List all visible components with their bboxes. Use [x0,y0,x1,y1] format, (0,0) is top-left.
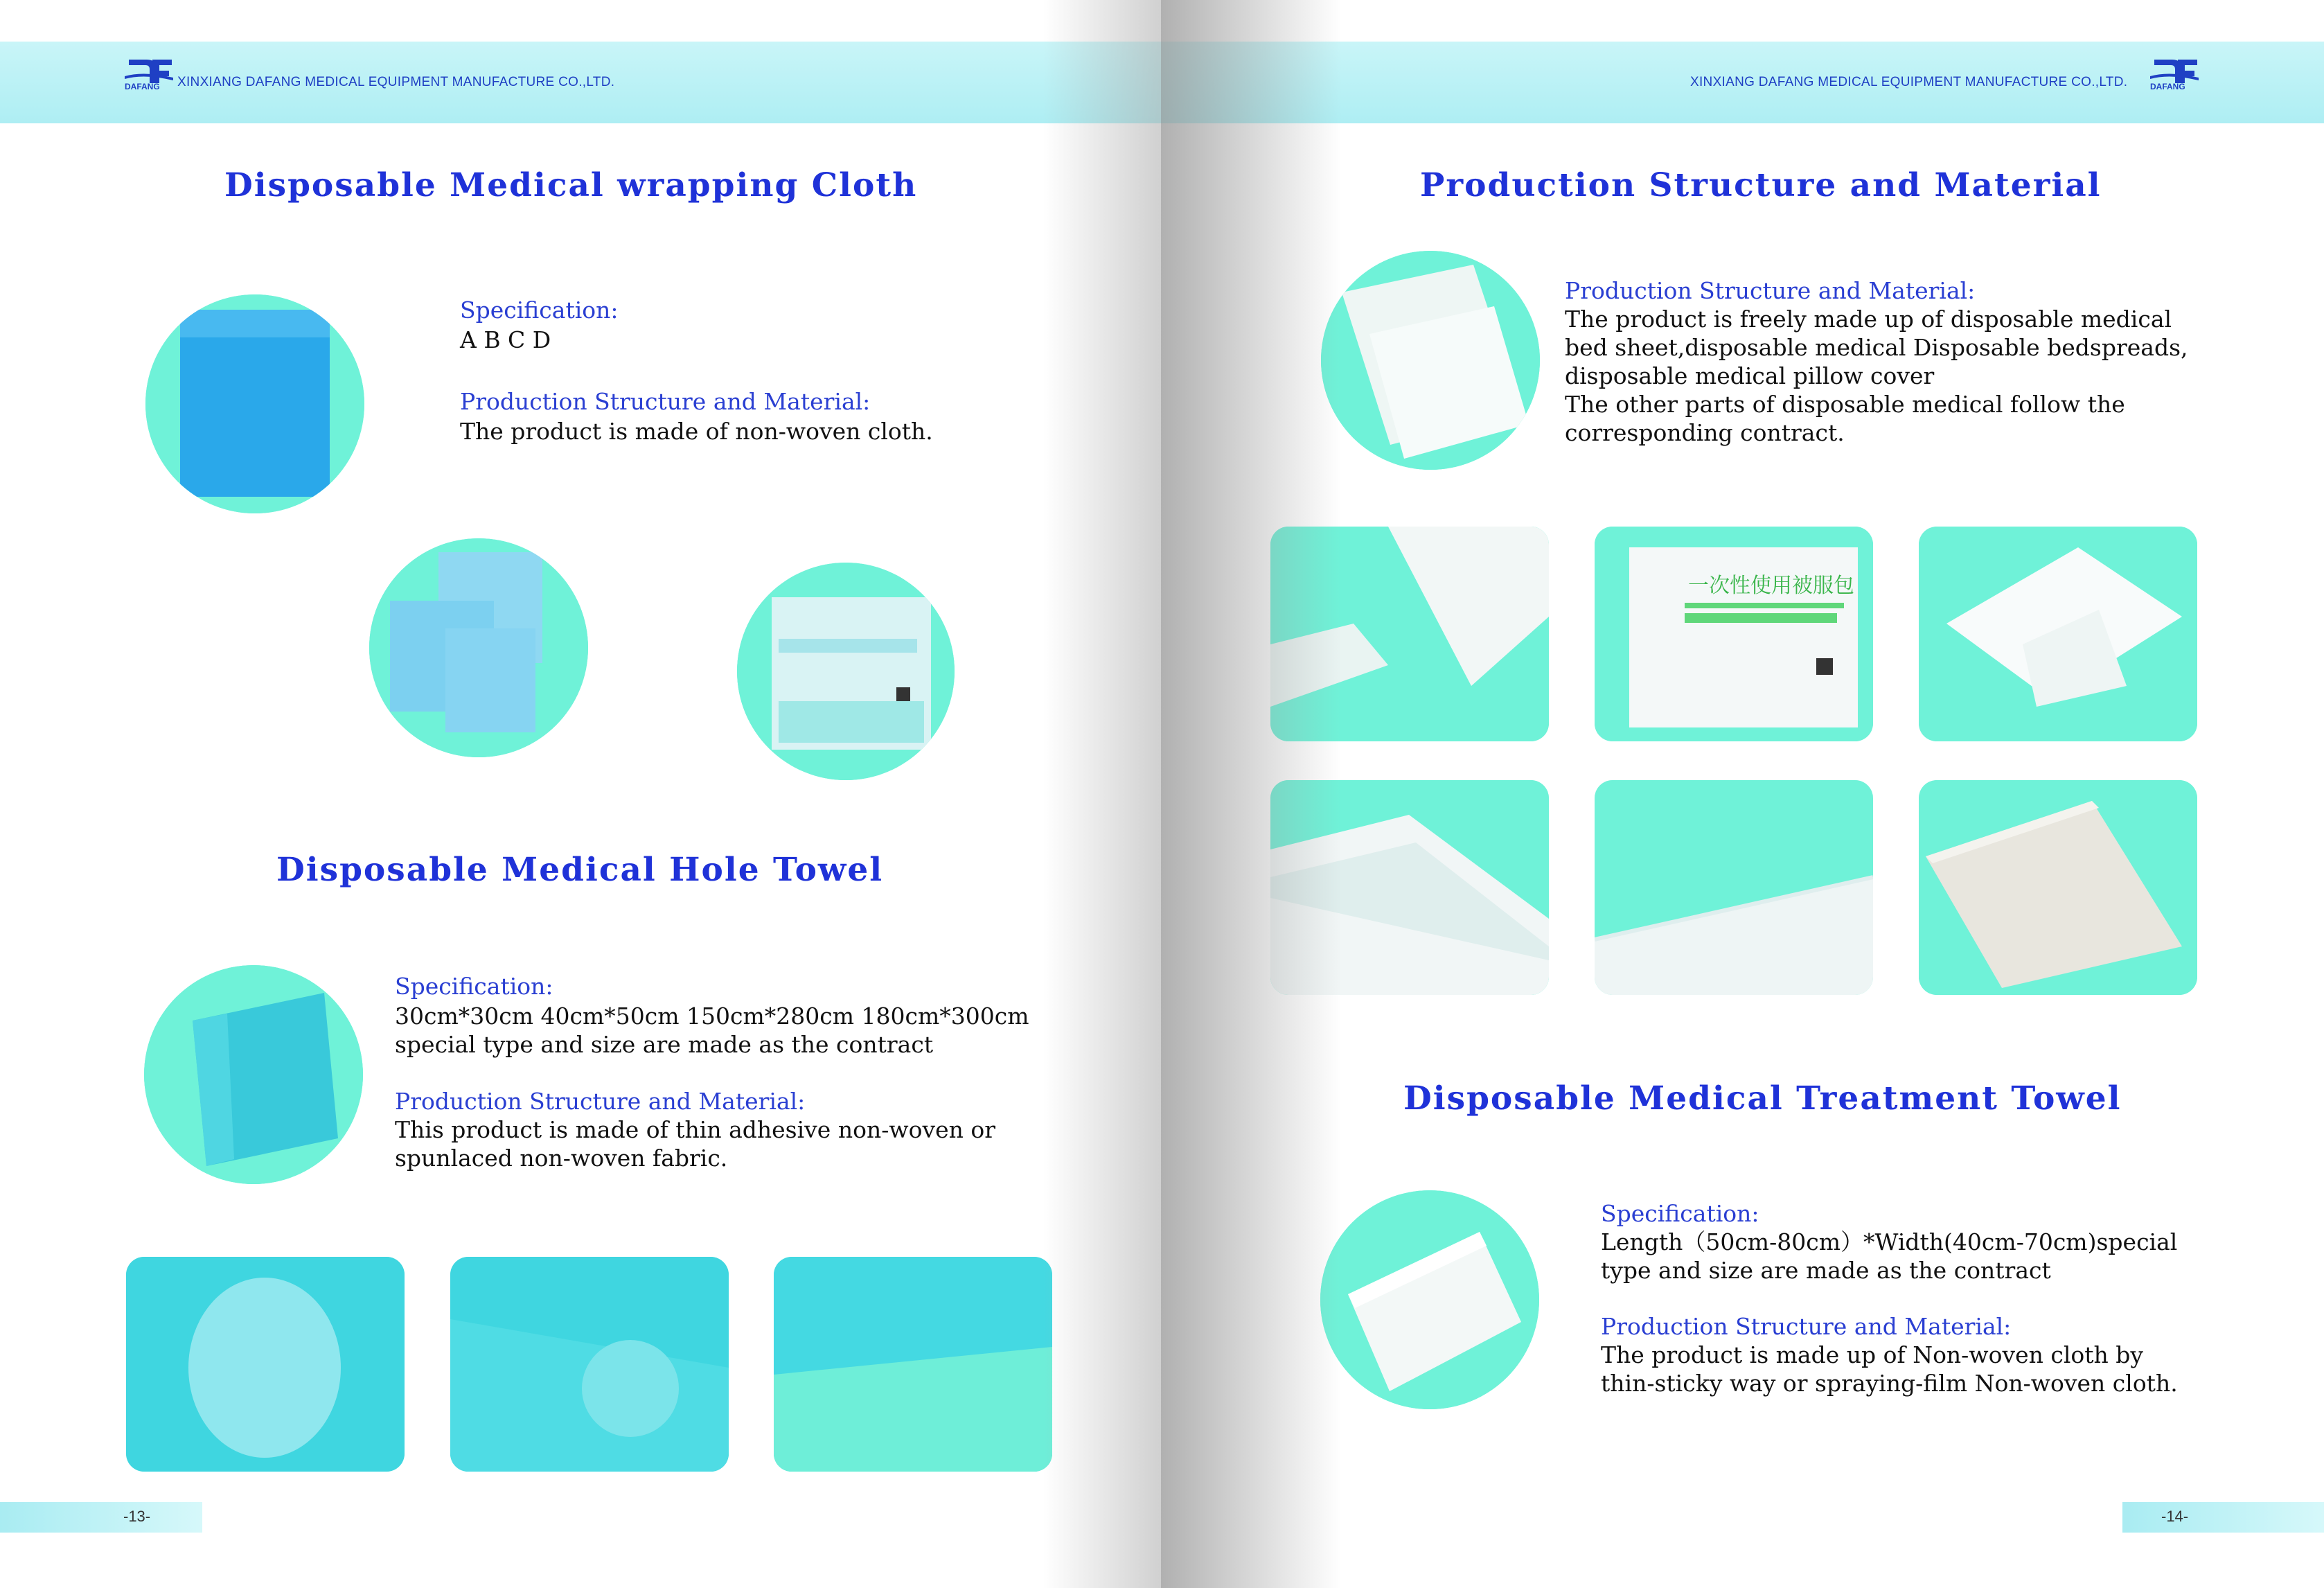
spec-line-2: type and size are made as the contract [1601,1257,2051,1284]
spec-line-1: Length（50cm-80cm）*Width(40cm-70cm)special [1601,1228,2178,1255]
spec-line-1: 30cm*30cm 40cm*50cm 150cm*280cm 180cm*300cm [395,1003,1029,1030]
photo-treatment-towel [1320,1190,1539,1409]
photo-bedding-4 [1595,780,1873,995]
material-text: The product is made of non-woven cloth. [460,418,933,445]
page-number-band [0,1502,202,1533]
section-title-wrapping-cloth: Disposable Medical wrapping Cloth [224,166,918,204]
photo-bedding-package [1595,527,1873,741]
photo-hole-towel-2 [450,1257,729,1472]
company-name: XINXIANG DAFANG MEDICAL EQUIPMENT MANUFACTURE CO.,LTD. [177,75,615,89]
photo-wrapping-cloth [145,294,364,513]
material-label: Production Structure and Material: [395,1088,806,1115]
page-number: -13- [123,1508,151,1525]
material-label: Production Structure and Material: [460,388,871,415]
material-line-1: The product is freely made up of disposable medical [1565,306,2172,333]
logo-word: DAFANG [2150,82,2185,91]
spec-label: Specification: [460,297,619,324]
photo-hole-towel-1 [126,1257,405,1472]
material-line-3: disposable medical pillow cover [1565,362,1935,389]
spec-label: Specification: [395,973,553,1000]
photo-bed-sheets [1321,251,1540,470]
material-line-2: spunlaced non-woven fabric. [395,1145,728,1172]
material-label: Production Structure and Material: [1565,277,1976,304]
material-line-2: thin-sticky way or spraying-film Non-woven cloth. [1601,1370,2178,1397]
photo-bedding-5 [1919,780,2197,995]
photo-wrapping-cloth-sheets [369,538,588,757]
logo-word: DAFANG [125,82,160,91]
photo-wrapping-cloth-package [737,563,955,780]
page-14 [1161,0,2324,1588]
gutter-shadow [1161,0,1341,1588]
spec-label: Specification: [1601,1200,1759,1227]
section-title-production: Production Structure and Material [1420,166,2102,204]
company-name: XINXIANG DAFANG MEDICAL EQUIPMENT MANUFACTURE CO.,LTD. [1690,75,2128,89]
photo-hole-towel-3 [774,1257,1052,1472]
photo-hole-towel [144,965,363,1184]
page-number: -14- [2161,1508,2189,1525]
spec-line-2: special type and size are made as the contract [395,1031,934,1058]
package-title: 一次性使用被服包 [1688,574,1854,598]
page-13 [0,0,1161,1588]
photo-bedding-2 [1919,527,2197,741]
material-label: Production Structure and Material: [1601,1313,2012,1340]
section-title-treatment-towel: Disposable Medical Treatment Towel [1403,1079,2122,1118]
material-line-2: bed sheet,disposable medical Disposable bedspreads, [1565,334,2188,361]
gutter-shadow [1043,0,1161,1588]
material-line-1: The product is made up of Non-woven cloth by [1601,1341,2144,1368]
material-line-1: This product is made of thin adhesive non-woven or [395,1116,996,1143]
section-title-hole-towel: Disposable Medical Hole Towel [276,851,884,889]
material-line-4: The other parts of disposable medical follow the [1565,391,2125,418]
material-line-5: corresponding contract. [1565,419,1845,446]
page-number-band [2122,1502,2324,1533]
spec-value: A B C D [460,326,551,353]
